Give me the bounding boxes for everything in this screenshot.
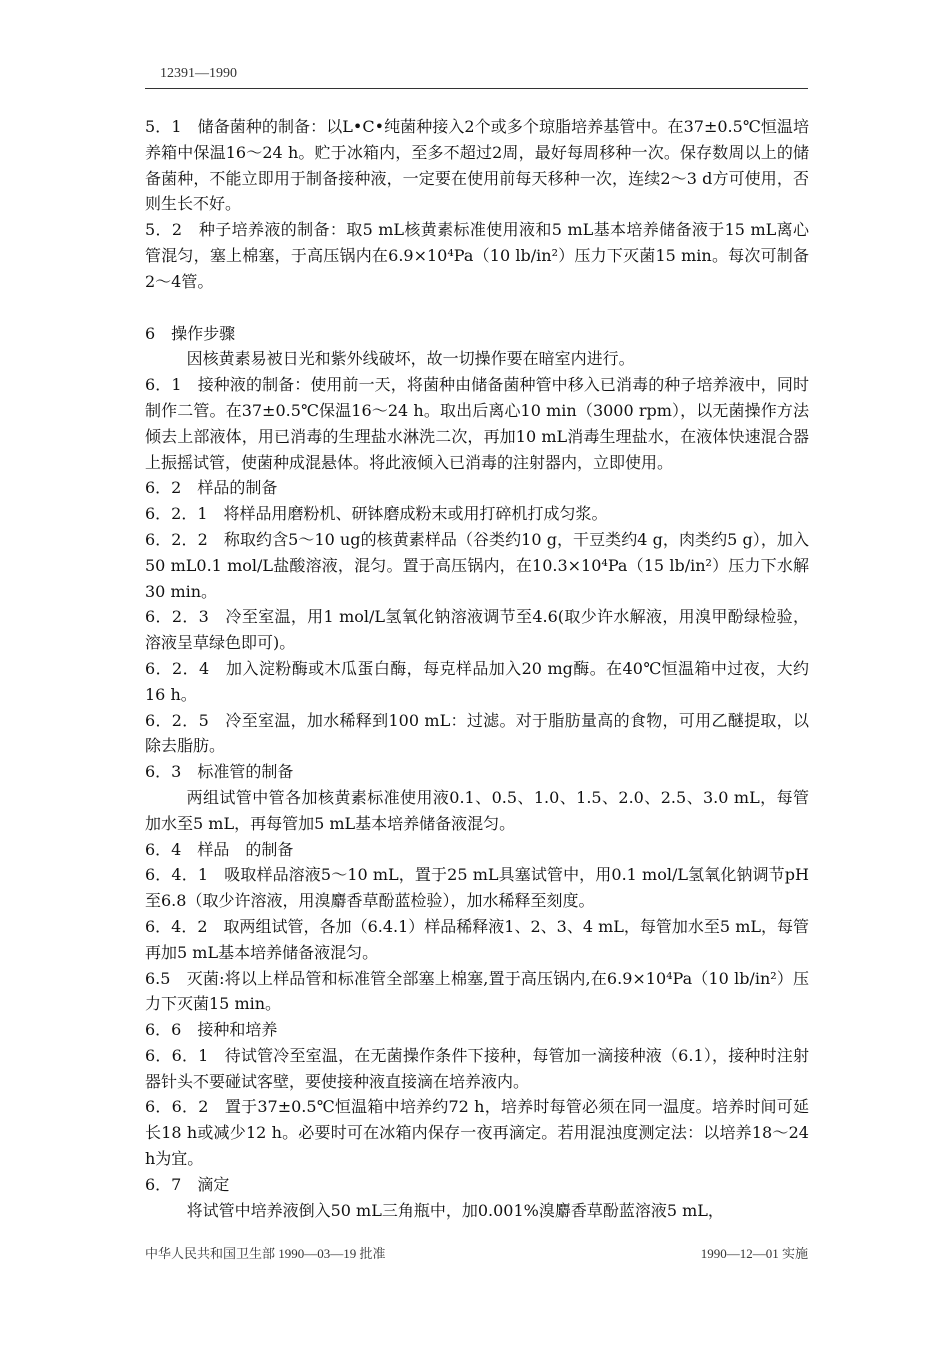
section-6-intro: 因核黄素易被日光和紫外线破坏，故一切操作要在暗室内进行。 [186,349,635,369]
section-6-6-heading: 6．6 接种和培养 [145,1020,278,1040]
section-6-2-4: 6．2．4 加入淀粉酶或木瓜蛋白酶，每克样品加入20 mg酶。在40℃恒温箱中过夜，大约16 h。 [145,658,809,704]
section-6-7-heading: 6．7 滴定 [145,1174,230,1194]
section-6-4-2: 6．4．2 取两组试管，各加（6.4.1）样品稀释液1、2、3、4 mL，每管加水至5 mL，每管再加5 mL基本培养储备液混匀。 [145,916,809,962]
section-6-4-1: 6．4．1 吸取样品溶液5～10 mL，置于25 mL具塞试管中，用0.1 mol/L氢氧化钠调节pH至6.8（取少许溶液，用溴麝香草酚蓝检验），加水稀释至刻度。 [145,865,809,911]
section-6-heading: 6 操作步骤 [145,323,236,343]
section-5-2: 5．2 种子培养液的制备：取5 mL核黄素标准使用液和5 mL基本培养储备液于15 mL离心管混匀，塞上棉塞，于高压锅内在6.9×10⁴Pa（10 lb/in²）压力下灭菌15 min。每次可制备2～4管。 [145,220,809,291]
section-6-7: 将试管中培养液倒入50 mL三角瓶中，加0.001%溴麝香草酚蓝溶液5 mL， [186,1200,724,1220]
approval-note: 中华人民共和国卫生部 1990—03—19 批准 [145,1246,386,1261]
section-6-2-heading: 6．2 样品的制备 [145,478,278,498]
section-6-4-heading: 6．4 样品 的制备 [145,839,294,859]
section-6-3: 两组试管中管各加核黄素标准使用液0.1、0.5、1.0、1.5、2.0、2.5、3.0 mL，每管加水至5 mL，再每管加5 mL基本培养储备液混匀。 [145,787,809,833]
document-body [145,114,809,1223]
paragraph-gap [145,295,809,321]
header-divider [145,88,808,89]
section-6-5: 6.5 灭菌:将以上样品管和标准管全部塞上棉塞,置于高压锅内,在6.9×10⁴Pa（10 lb/in²）压力下灭菌15 min。 [145,968,809,1014]
section-6-2-1: 6．2．1 将样品用磨粉机、研钵磨成粉末或用打碎机打成匀浆。 [145,504,608,524]
document-code: 12391—1990 [160,66,237,81]
section-6-2-2: 6．2．2 称取约含5～10 ug的核黄素样品（谷类约10 g，干豆类约4 g，肉类约5 g），加入50 mL0.1 mol/L盐酸溶液，混匀。置于高压锅内，在10.3×10⁴Pa（15 lb/in²）压力下水解30 min。 [145,529,809,601]
implementation-date: 1990—12—01 实施 [700,1246,808,1261]
section-6-1: 6．1 接种液的制备：使用前一天，将菌种由储备菌种管中移入已消毒的种子培养液中，同时制作二管。在37±0.5℃保温16～24 h。取出后离心10 min（3000 rpm），以无菌操作方法倾去上部液体，用已消毒的生理盐水淋洗二次，再加10 mL消毒生理盐水，在液体快速混合器上振摇试管，使菌种成混悬体。将此液倾入已消毒的注射器内，立即使用。 [145,375,809,472]
section-6-6-2: 6．6．2 置于37±0.5℃恒温箱中培养约72 h，培养时每管必须在同一温度。培养时间可延长18 h或减少12 h。必要时可在冰箱内保存一夜再滴定。若用混浊度测定法：以培养18～24 h为宜。 [145,1097,809,1169]
section-6-2-5: 6．2．5 冷至室温，加水稀释到100 mL：过滤。对于脂肪量高的食物，可用乙醚提取，以除去脂肪。 [145,710,809,756]
section-6-3-heading: 6．3 标准管的制备 [145,762,294,782]
section-6-2-3: 6．2．3 冷至室温，用1 mol/L氢氧化钠溶液调节至4.6(取少许水解液，用溴甲酚绿检验，溶液呈草绿色即可)。 [145,607,809,653]
section-5-1: 5．1 储备菌种的制备：以L•C•纯菌种接入2个或多个琼脂培养基管中。在37±0.5℃恒温培养箱中保温16～24 h。贮于冰箱内，至多不超过2周，最好每周移种一次。保存数周以上的储备菌种，不能立即用于制备接种液，一定要在使用前每天移种一次，连续2～3 d方可使用，否则生长不好。 [145,117,809,214]
section-6-6-1: 6．6．1 待试管冷至室温，在无菌操作条件下接种，每管加一滴接种液（6.1），接种时注射器针头不要碰试客壁，要使接种液直接滴在培养液内。 [145,1045,809,1091]
